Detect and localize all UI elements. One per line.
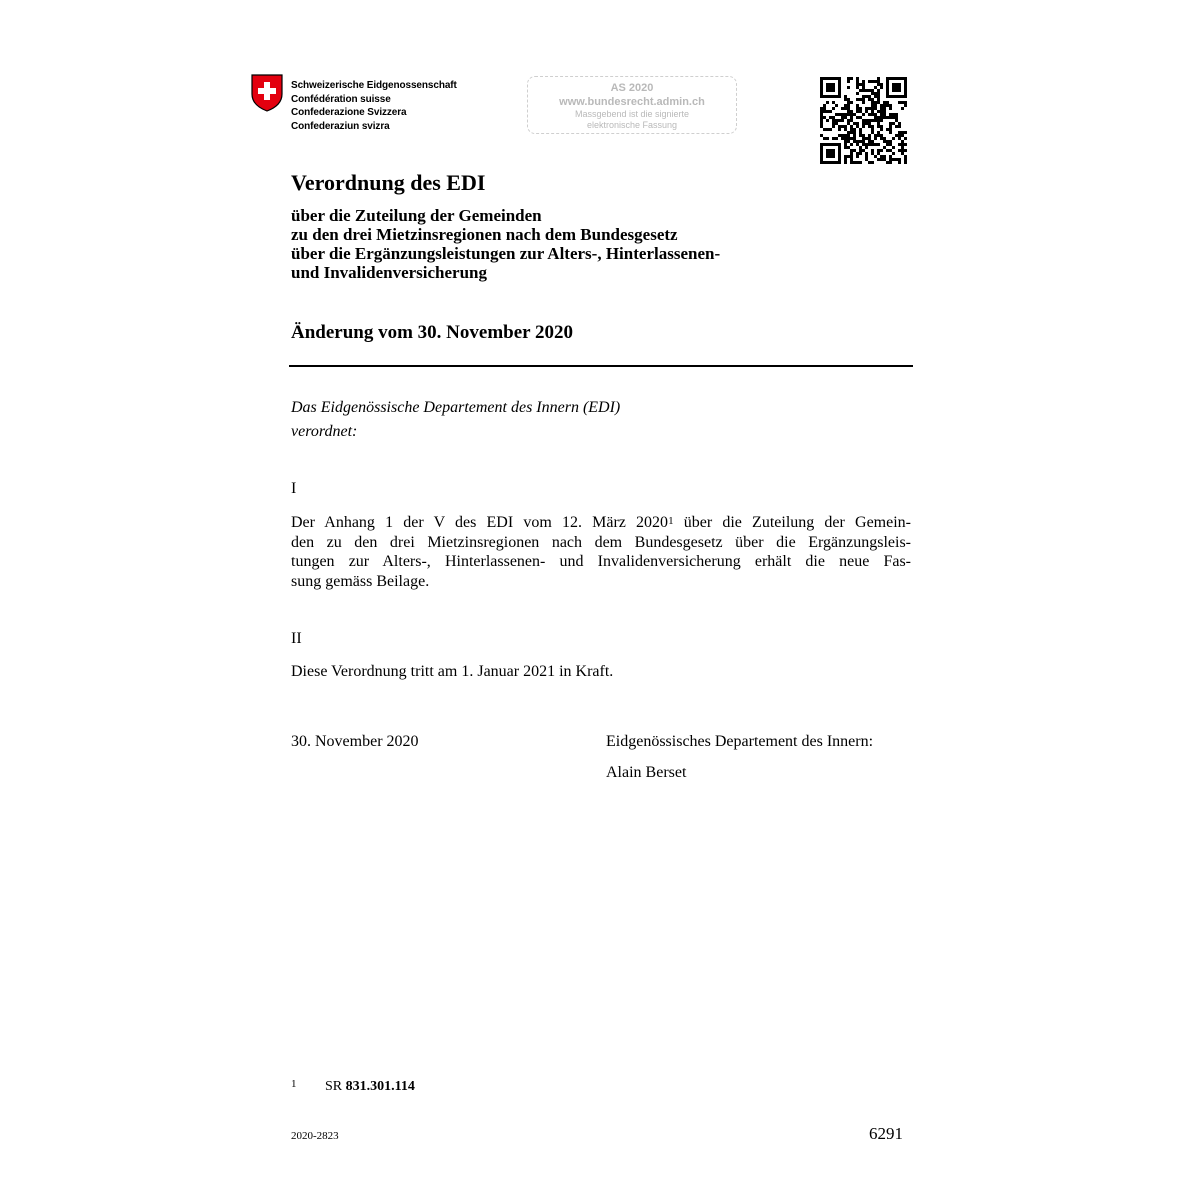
section-1-text-part: Der Anhang 1 der V des EDI vom 12. März 2020 — [291, 514, 669, 531]
preamble-authority: Das Eidgenössische Departement des Innern (EDI) — [291, 399, 621, 416]
section-2-text: Diese Verordnung tritt am 1. Januar 2021 in Kraft. — [291, 663, 614, 680]
signatory-name: Alain Berset — [606, 764, 687, 781]
subtitle-line: zu den drei Mietzinsregionen nach dem Bundesgesetz — [291, 225, 678, 244]
section-1-line — [291, 513, 911, 533]
stamp-note-1: Massgebend ist die signierte — [574, 109, 690, 119]
page-number: 6291 — [869, 1124, 903, 1143]
signature-date: 30. November 2020 — [291, 733, 419, 750]
footnote-text — [325, 1079, 415, 1095]
preamble — [291, 396, 620, 444]
document-title: Verordnung des EDI — [291, 170, 486, 195]
confederation-names — [291, 79, 457, 133]
official-stamp — [527, 76, 737, 134]
section-1-line: sung gemäss Beilage. — [291, 572, 430, 590]
signature-department: Eidgenössisches Departement des Innern: — [606, 733, 874, 750]
section-1-line: tungen zur Alters-, Hinterlassenen- und Invalidenversicherung erhält die neue Fas- — [291, 553, 911, 570]
subtitle-line: über die Ergänzungsleistungen zur Alters-, Hinterlassenen- — [291, 244, 721, 263]
section-1-line: den zu den drei Mietzinsregionen nach dem Bundesgesetz über die Ergänzungsleis- — [291, 533, 911, 551]
footnote-reference[interactable]: 1 — [668, 515, 674, 527]
confederation-name-de: Schweizerische Eidgenossenschaft — [291, 80, 457, 91]
footnote-number: 1 — [291, 1078, 297, 1090]
footnote-sr-number[interactable]: 831.301.114 — [345, 1079, 415, 1094]
swiss-cross-icon — [251, 74, 283, 112]
subtitle-line: und Invalidenversicherung — [291, 263, 488, 282]
qr-code-icon — [820, 77, 907, 164]
confederation-name-it: Confederazione Svizzera — [291, 107, 407, 118]
stamp-note-2: elektronische Fassung — [586, 120, 678, 130]
confederation-name-fr: Confédération suisse — [291, 93, 391, 105]
section-number-2: II — [291, 630, 302, 647]
section-number-1: I — [291, 480, 297, 497]
document-id: 2020-2823 — [291, 1130, 339, 1142]
confederation-name-rm: Confederaziun svizra — [291, 120, 390, 132]
document-subtitle — [291, 206, 720, 282]
footnote-prefix: SR — [325, 1079, 346, 1094]
subtitle-line: über die Zuteilung der Gemeinden — [291, 206, 542, 225]
title-divider — [289, 365, 913, 367]
preamble-verb: verordnet: — [291, 423, 358, 440]
amendment-date: Änderung vom 30. November 2020 — [291, 322, 574, 343]
stamp-url: www.bundesrecht.admin.ch — [559, 96, 705, 108]
stamp-collection: AS 2020 — [610, 82, 654, 94]
section-1-text — [291, 513, 911, 591]
section-1-text-part: über die Zuteilung der Gemein- — [673, 514, 912, 531]
